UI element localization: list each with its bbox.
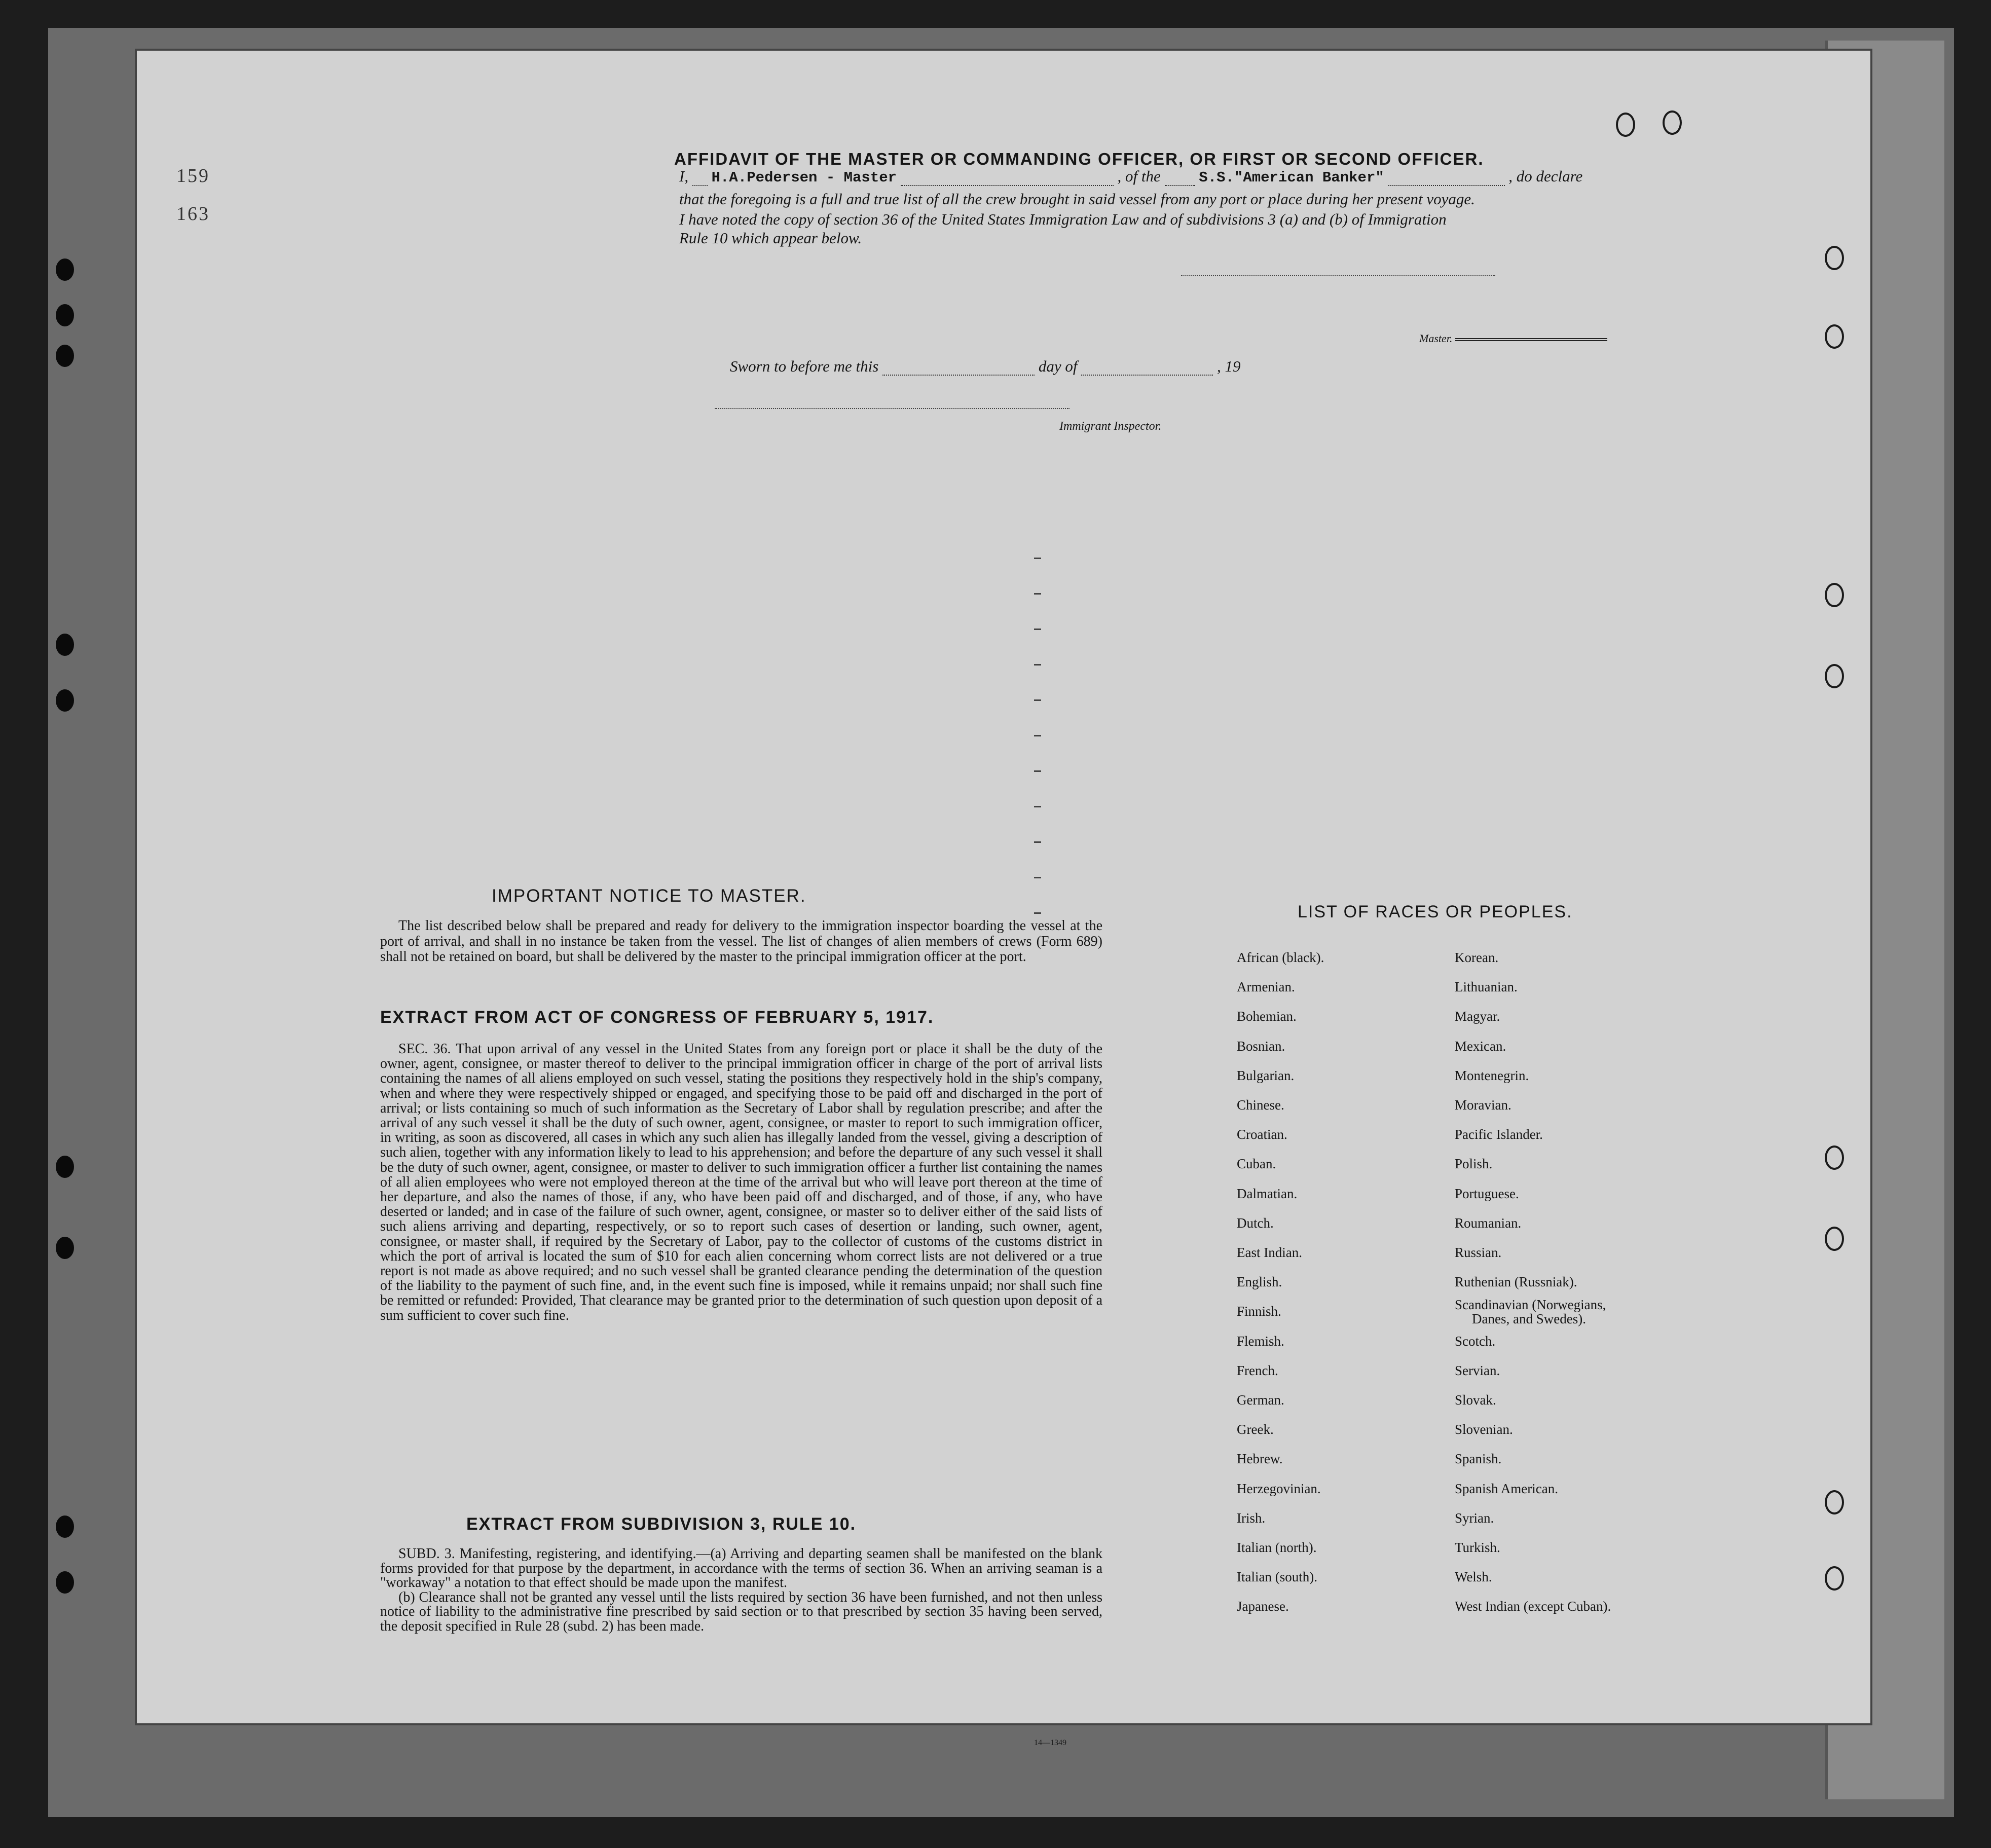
race-item-line: Danes, and Swedes).	[1472, 1311, 1586, 1327]
affidavit-line-2: that the foregoing is a full and true list of all the crew brought in said vessel from any port or place during her present voyage.	[679, 190, 1475, 208]
race-item: Spanish.	[1455, 1451, 1502, 1467]
race-item: Slovak.	[1455, 1392, 1496, 1408]
race-item: Dalmatian.	[1237, 1186, 1298, 1201]
rule-text-a: SUBD. 3. Manifesting, registering, and identifying.—(a) Arriving and departing seamen shall be manifested on the blank forms provided for that purpose by the department, in accordance with the terms of section 36. When an arriving seaman is a "workaway" a notation to that effect should be made upon the manifest.	[380, 1546, 1102, 1591]
bleed-through-mark	[1034, 593, 1041, 595]
race-item: African (black).	[1237, 950, 1324, 965]
i-label: I,	[679, 167, 689, 185]
binder-ring	[1825, 1566, 1844, 1591]
month-field	[1081, 375, 1213, 376]
bleed-through-mark	[1034, 770, 1041, 772]
race-item: Italian (south).	[1237, 1569, 1317, 1585]
blank-dots	[901, 185, 1114, 186]
binder-ring	[1825, 1145, 1844, 1170]
bleed-through-mark	[1034, 629, 1041, 630]
margin-number-bottom: 163	[176, 203, 210, 225]
race-item: Bosnian.	[1237, 1038, 1285, 1054]
race-item: Spanish American.	[1455, 1481, 1558, 1496]
race-item: French.	[1237, 1362, 1278, 1378]
binder-ring	[1616, 113, 1635, 137]
race-item-line: Scandinavian (Norwegians,	[1455, 1297, 1606, 1313]
bleed-through-row	[380, 441, 1850, 455]
inspector-label: Immigrant Inspector.	[1059, 420, 1162, 433]
signature-line	[1181, 275, 1495, 276]
binder-ring	[1825, 664, 1844, 688]
bleed-through-mark	[1034, 841, 1041, 843]
struck-signature	[1455, 338, 1607, 341]
race-item: Russian.	[1455, 1245, 1502, 1261]
affidavit-page	[137, 51, 1870, 1747]
race-item: Roumanian.	[1455, 1215, 1522, 1231]
race-item: Flemish.	[1237, 1333, 1284, 1349]
sworn-label: Sworn to before me this	[730, 357, 879, 375]
vessel-name: S.S."American Banker"	[1199, 169, 1384, 186]
rule-body	[380, 1547, 1102, 1634]
race-item: Chinese.	[1237, 1097, 1284, 1113]
do-declare-label: , do declare	[1508, 167, 1583, 185]
binder-hole	[56, 1571, 74, 1594]
race-item: Greek.	[1237, 1422, 1274, 1437]
race-item: East Indian.	[1237, 1245, 1302, 1261]
race-item: English.	[1237, 1274, 1282, 1290]
bleed-through-mark	[1034, 877, 1041, 878]
races-title: LIST OF RACES OR PEOPLES.	[1298, 902, 1573, 921]
bleed-through-mark	[1034, 558, 1041, 559]
bleed-through-mark	[1034, 806, 1041, 807]
notice-heading: IMPORTANT NOTICE TO MASTER.	[492, 886, 806, 906]
bleed-through-mark	[1034, 912, 1041, 914]
race-item: Turkish.	[1455, 1540, 1500, 1556]
race-item: Mexican.	[1455, 1038, 1506, 1054]
day-of-label: day of	[1038, 357, 1078, 375]
race-item: Finnish.	[1237, 1304, 1281, 1319]
bleed-through-row	[380, 476, 1850, 491]
race-item: Armenian.	[1237, 979, 1295, 995]
binder-ring	[1825, 583, 1844, 607]
race-item: Italian (north).	[1237, 1540, 1317, 1556]
binder-hole	[56, 304, 74, 326]
binder-ring	[1663, 110, 1682, 135]
bleed-through-mark	[1034, 664, 1041, 666]
binder-ring	[1825, 1227, 1844, 1251]
race-item: Magyar.	[1455, 1009, 1500, 1024]
inspector-signature-line	[715, 408, 1070, 409]
blank-dots	[1165, 185, 1195, 186]
race-item: Polish.	[1455, 1156, 1493, 1172]
race-item: Portuguese.	[1455, 1186, 1519, 1201]
blank-dots	[1388, 185, 1505, 186]
race-item: Moravian.	[1455, 1097, 1511, 1113]
race-item: Hebrew.	[1237, 1451, 1283, 1467]
notice-body	[380, 918, 1102, 965]
race-item: Cuban.	[1237, 1156, 1276, 1172]
master-label: Master.	[1419, 332, 1453, 345]
race-item: Japanese.	[1237, 1599, 1289, 1614]
officer-name: H.A.Pedersen - Master	[711, 169, 897, 186]
binder-hole	[56, 1156, 74, 1178]
bleed-through-mark	[1034, 735, 1041, 736]
sworn-line	[730, 357, 1240, 376]
race-item: Syrian.	[1455, 1510, 1494, 1526]
of-the-label: , of the	[1117, 167, 1161, 185]
race-item: Montenegrin.	[1455, 1067, 1529, 1083]
race-item: West Indian (except Cuban).	[1455, 1599, 1611, 1614]
binder-hole	[56, 1516, 74, 1538]
form-number: 14—1349	[1034, 1739, 1066, 1747]
act-text: SEC. 36. That upon arrival of any vessel in the United States from any foreign port or place it shall be the duty of the owner, agent, consignee, or master thereof to deliver to the principal immigration officer in charge of the port of arrival lists containing the names of all aliens employed on such vessel, stating the positions they respectively hold in the ship's company, when and where they were respectively shipped or engaged, and specifying those to be paid off and discharged in the port of arrival; or lists containing so much of such information as the Secretary of Labor shall by regulation prescribe; and after the arrival of any such vessel it shall be the duty of such owner, agent, consignee, or master to report to such immigration officer, in writing, as soon as discovered, all cases in which any such alien has illegally landed from the vessel, giving a description of such alien, together with any information likely to lead to his apprehension; and before the departure of any such vessel it shall be the duty of such owner, agent, consignee, or master to deliver to such immigration officer a further list containing the names of all alien employees who were not employed thereon at the time of the arrival but who will leave port thereon at the time of her departure, and also the names of those, if any, who have been paid off and discharged, and of those, if any, who have deserted or landed; and in case of the failure of such owner, agent, consignee, or master so to deliver either of the said lists of such aliens arriving and departing, respectively, or so to report such cases of desertion or landing, such owner, agent, consignee, or master shall, if required by the Secretary of Labor, pay to the collector of customs of the customs district in which the port of arrival is located the sum of $10 for each alien concerning whom correct lists are not delivered or a true report is not made as above required; and no such vessel shall be granted clearance pending the determination of the question of the liability to the payment of such fine, and, in the event such fine is imposed, while it remains unpaid; nor shall such fine be remitted or refunded: Provided, That clearance may be granted prior to the determination of such question upon deposit of a sum sufficient to cover such fine.	[380, 1041, 1102, 1323]
act-heading: EXTRACT FROM ACT OF CONGRESS OF FEBRUARY 5, 1917.	[380, 1008, 934, 1027]
race-item: Bohemian.	[1237, 1009, 1297, 1024]
affidavit-title: AFFIDAVIT OF THE MASTER OR COMMANDING OFFICER, OR FIRST OR SECOND OFFICER.	[674, 150, 1484, 168]
year-label: , 19	[1216, 357, 1241, 375]
day-field	[882, 375, 1035, 376]
binder-hole	[56, 1237, 74, 1259]
binder-hole	[56, 345, 74, 367]
races-left-column	[1237, 943, 1324, 1621]
affidavit-line-4: Rule 10 which appear below.	[679, 229, 862, 247]
race-item: Servian.	[1455, 1362, 1500, 1378]
master-signature-line	[1419, 332, 1607, 345]
race-item: Ruthenian (Russniak).	[1455, 1274, 1577, 1290]
binder-ring	[1825, 246, 1844, 270]
race-item: Slovenian.	[1455, 1422, 1513, 1437]
bleed-through-mark	[1034, 699, 1041, 701]
race-item: Herzegovinian.	[1237, 1481, 1321, 1496]
race-item: Korean.	[1455, 950, 1499, 965]
race-item-scandinavian	[1455, 1297, 1611, 1326]
binder-ring	[1825, 1490, 1844, 1514]
bleed-through-row	[380, 405, 1850, 420]
margin-number-top: 159	[176, 165, 210, 187]
binder-hole	[56, 258, 74, 281]
race-item: Lithuanian.	[1455, 979, 1518, 995]
notice-text: The list described below shall be prepared and ready for delivery to the immigration inspector boarding the vessel at the port of arrival, and shall in no instance be taken from the vessel. The list of changes of alien members of crews (Form 689) shall not be retained on board, but shall be delivered by the master to the principal immigration officer at the port.	[380, 918, 1102, 965]
binder-hole	[56, 634, 74, 656]
blank-dots	[692, 185, 708, 186]
rule-text-b: (b) Clearance shall not be granted any vessel until the lists required by section 36 have been furnished, and not then unless notice of liability to the administrative fine prescribed by said section or to that prescribed by section 35 having been served, the deposit specified in Rule 28 (subd. 2) has been made.	[380, 1589, 1102, 1634]
affidavit-line-1	[679, 167, 1582, 186]
race-item: Dutch.	[1237, 1215, 1274, 1231]
race-item: Irish.	[1237, 1510, 1266, 1526]
race-item: Pacific Islander.	[1455, 1127, 1543, 1142]
act-body	[380, 1042, 1102, 1323]
affidavit-line-3: I have noted the copy of section 36 of the United States Immigration Law and of subdivisions 3 (a) and (b) of Immigration	[679, 210, 1447, 228]
race-item: German.	[1237, 1392, 1284, 1408]
race-item: Bulgarian.	[1237, 1067, 1295, 1083]
race-item: Scotch.	[1455, 1333, 1496, 1349]
rule-heading: EXTRACT FROM SUBDIVISION 3, RULE 10.	[466, 1514, 857, 1534]
race-item: Welsh.	[1455, 1569, 1492, 1585]
race-item: Croatian.	[1237, 1127, 1287, 1142]
binder-hole	[56, 689, 74, 712]
binder-ring	[1825, 324, 1844, 349]
races-right-column	[1455, 943, 1611, 1621]
